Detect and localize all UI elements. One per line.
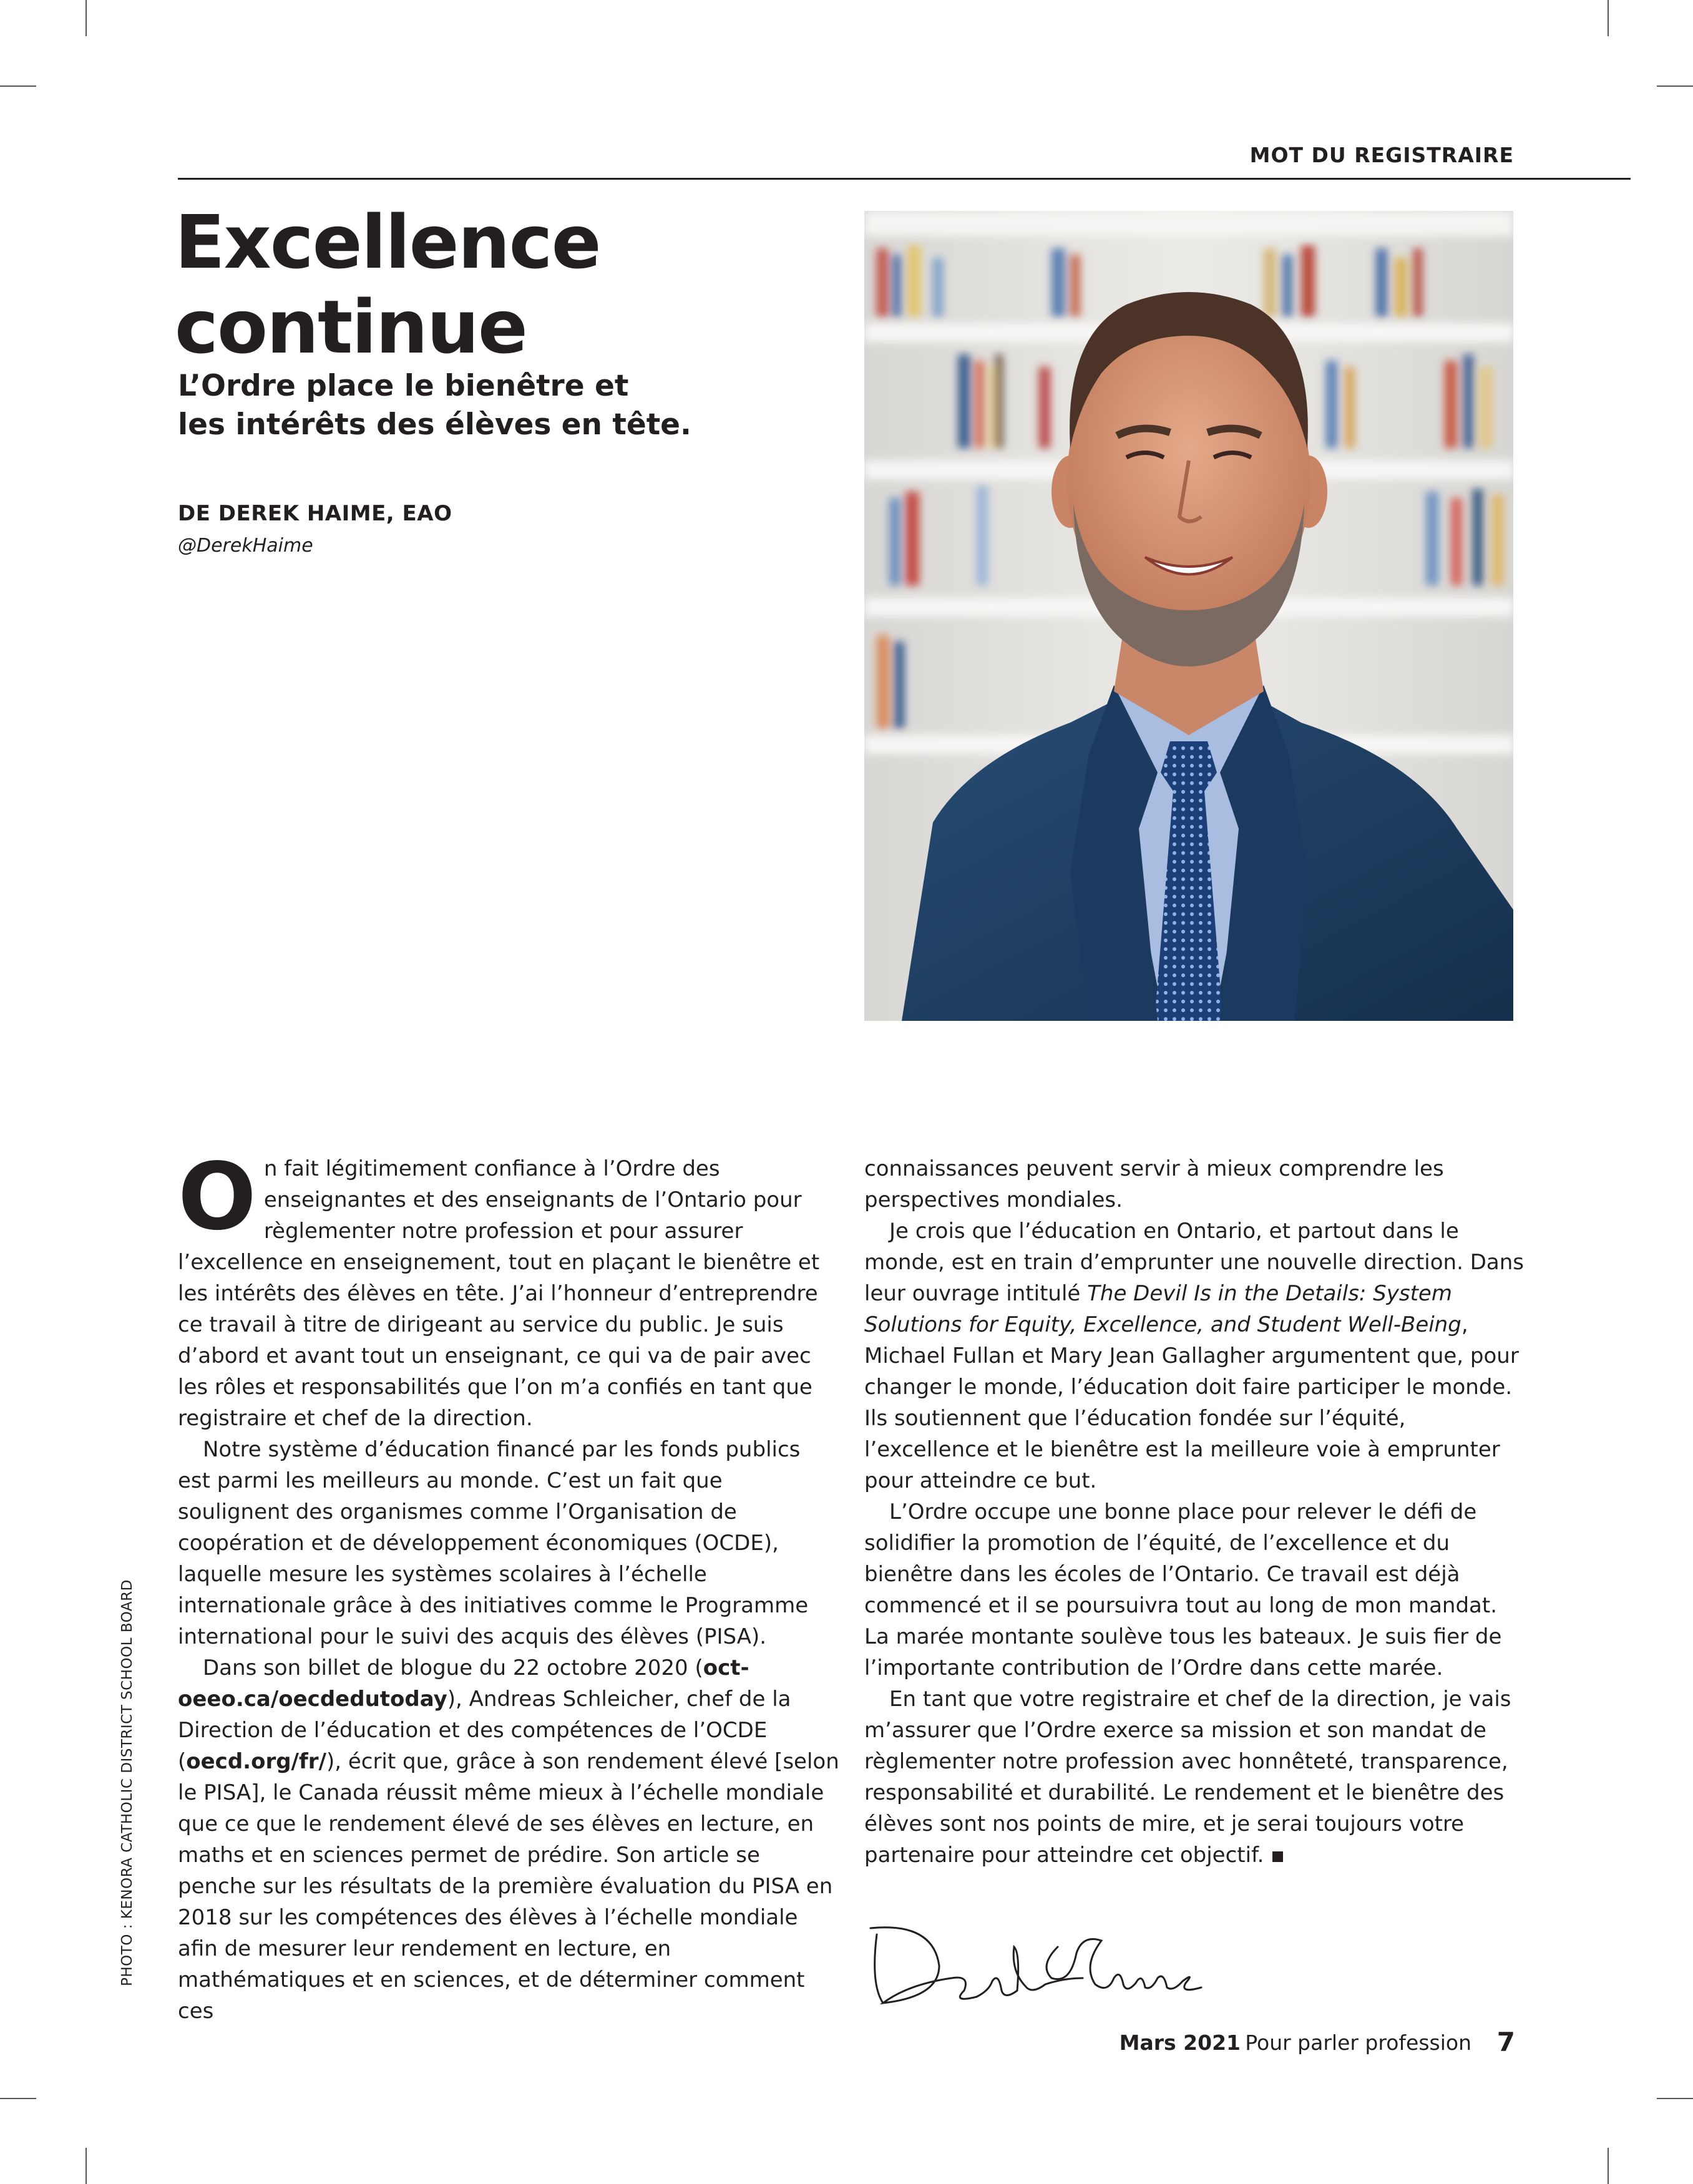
header-rule: [178, 178, 1631, 180]
crop-mark: [1608, 2148, 1609, 2184]
paragraph: [864, 1496, 1526, 1684]
crop-mark: [85, 2148, 87, 2184]
paragraph-text: ), Andreas Schleicher, chef de la Direction de l’éducation et des compétences de l’OCDE (: [178, 1687, 791, 1774]
paragraph: [178, 1652, 839, 2027]
section-label: MOT DU REGISTRAIRE: [1249, 143, 1514, 167]
end-mark-icon: [1272, 1851, 1283, 1862]
crop-mark: [1608, 0, 1609, 36]
crop-mark: [1657, 85, 1693, 87]
blog-link[interactable]: oct-oeeo.ca/oecdedutoday: [178, 1655, 749, 1712]
twitter-handle: @DerekHaime: [178, 535, 313, 557]
signature: [858, 1909, 1208, 2016]
paragraph: [864, 1216, 1526, 1496]
paragraph-text: En tant que votre registraire et chef de la direction, je vais m’assurer que l’Ordre exerce sa mission et son mandat de règlementer notre profession avec honnêteté, transparence, responsabilité et durabilité. Le rendement et le bienêtre des élèves sont nos points de mire, et je serai toujours votre partenaire pour atteindre cet objectif.: [864, 1687, 1511, 1868]
paragraph-text: n fait légitimement confiance à l’Ordre des enseignantes et des enseignants de l’Ontario pour règlementer notre profession et pour assurer l’excellence en enseignement, tout en plaçant le bienêtre et les intérêts des élèves en tête. J’ai l’honneur d’entreprendre ce travail à titre de dirigeant au service du public. Je suis d’abord et avant tout un enseignant, ce qui va de pair avec les rôles et responsabilités que l’on m’a confiés en tant que registraire et chef de la direction.: [178, 1156, 820, 1431]
footer-date: Mars 2021: [1119, 2030, 1241, 2055]
drop-cap: O: [178, 1143, 256, 1250]
paragraph: [178, 1143, 839, 1434]
crop-mark: [0, 85, 36, 87]
paragraph: [864, 1684, 1526, 1871]
paragraph: [178, 1434, 839, 1652]
article-title: [175, 200, 600, 369]
paragraph-text: Notre système d’éducation financé par les fonds publics est parmi les meilleurs au monde. C’est un fait que soulignent des organismes comme l’Organisation de coopération et de développement économiques (OCDE), laquelle mesure les systèmes scolaires à l’échelle internationale grâce à des initiatives comme le Programme international pour le suivi des acquis des élèves (PISA).: [178, 1437, 809, 1649]
book-title: The Devil Is in the Details: System Solutions for Equity, Excellence, and Student Well-Being: [864, 1281, 1461, 1337]
crop-mark: [0, 2098, 36, 2099]
article-body-column-1: [178, 1143, 839, 2027]
paragraph-text: Je crois que l’éducation en Ontario, et partout dans le monde, est en train d’emprunter une nouvelle direction. Dans leur ouvrage intitulé: [864, 1219, 1524, 1306]
author-portrait: [864, 211, 1513, 1021]
paragraph: [864, 1153, 1526, 1216]
crop-mark: [85, 0, 87, 36]
article-subtitle: [178, 367, 691, 444]
paragraph-text: ), écrit que, grâce à son rendement élevé [selon le PISA], le Canada réussit même mieux à l’échelle mondiale que ce que le rendement élevé de ses élèves en lecture, en maths et en sciences permet de prédire. Son article se penche sur les résultats de la première évaluation du PISA en 2018 sur les compétences des élèves à l’échelle mondiale afin de mesurer leur rendement en lecture, en mathématiques et en sciences, et de déterminer comment ces: [178, 1749, 839, 2024]
subtitle-line: L’Ordre place le bienêtre et: [178, 369, 629, 403]
title-line: continue: [175, 284, 527, 370]
paragraph-text: connaissances peuvent servir à mieux comprendre les perspectives mondiales.: [864, 1156, 1444, 1212]
footer-magazine-name: Pour parler profession: [1245, 2030, 1471, 2055]
page-number: 7: [1496, 2027, 1515, 2057]
paragraph-text: , Michael Fullan et Mary Jean Gallagher argumentent que, pour changer le monde, l’éducation doit faire participer le monde. Ils soutiennent que l’éducation fondée sur l’équité, l’excellence et le bienêtre est la meilleure voie à emprunter pour atteindre ce but.: [864, 1312, 1519, 1493]
paragraph-text: Dans son billet de blogue du 22 octobre 2020 (: [203, 1655, 703, 1680]
title-line: Excellence: [175, 199, 600, 285]
article-body-column-2: [864, 1153, 1526, 1871]
photo-credit: PHOTO : KENORA CATHOLIC DISTRICT SCHOOL BOARD: [119, 1579, 135, 1986]
byline: DE DEREK HAIME, EAO: [178, 501, 452, 526]
paragraph-text: L’Ordre occupe une bonne place pour relever le défi de solidifier la promotion de l’équité, de l’excellence et du bienêtre dans les écoles de l’Ontario. Ce travail est déjà commencé et il se poursuivra tout au long de mon mandat. La marée montante soulève tous les bateaux. Je suis fier de l’importante contribution de l’Ordre dans cette marée.: [864, 1499, 1502, 1680]
crop-mark: [1657, 2098, 1693, 2099]
subtitle-line: les intérêts des élèves en tête.: [178, 407, 691, 442]
oecd-link[interactable]: oecd.org/fr/: [186, 1749, 326, 1774]
